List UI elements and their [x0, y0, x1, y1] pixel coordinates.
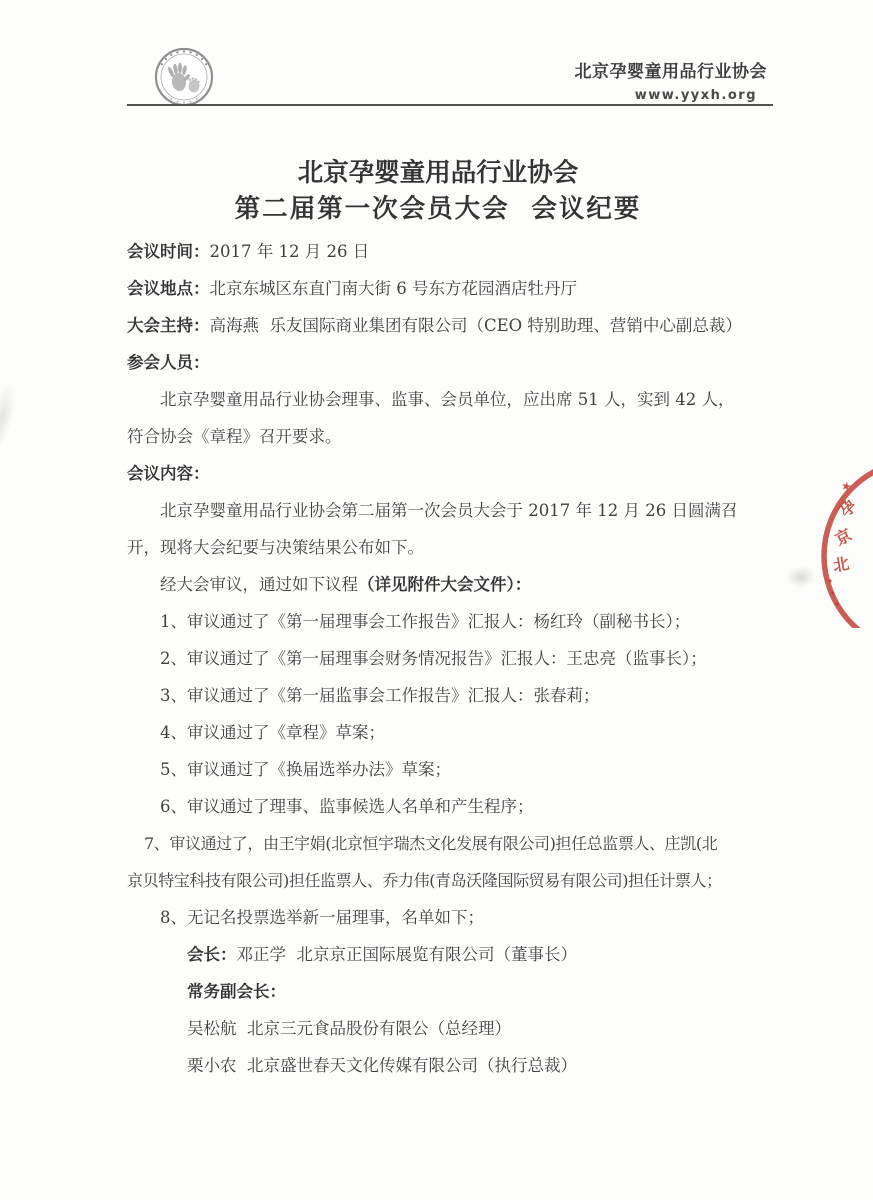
- document-title: [127, 156, 749, 227]
- line-item-1: 1、审议通过了《第一届理事会工作报告》汇报人：杨红玲（副秘书长）；: [160, 612, 691, 631]
- line-item-2: 2、审议通过了《第一届理事会财务情况报告》汇报人：王忠亮（监事长）；: [160, 649, 707, 668]
- line-intro-2: 开，现将大会纪要与决策结果公布如下。: [127, 538, 424, 557]
- stamp-char: 孕: [835, 496, 861, 521]
- association-logo-icon: [153, 46, 215, 108]
- line-evp-label: 常务副会长：: [187, 982, 286, 1001]
- title-line-2: 第二届第一次会员大会 会议纪要: [234, 193, 642, 224]
- line-item-7a: 7、审议通过了，由王宇娟(北京恒宇瑞杰文化发展有限公司)担任总监票人、庄凯(北: [144, 834, 718, 853]
- red-seal-stamp-icon: [788, 468, 873, 628]
- line-attendees-label: 参会人员：: [127, 353, 210, 372]
- line-item-4: 4、审议通过了《章程》草案；: [160, 723, 385, 742]
- stamp-char: 京: [831, 524, 855, 550]
- header-website-url: www.yyxh.org: [634, 88, 757, 103]
- header-org-name: 北京孕婴童用品行业协会: [574, 62, 767, 82]
- line-item-7b: 京贝特宝科技有限公司)担任监票人、乔力伟(青岛沃隆国际贸易有限公司)担任计票人；: [127, 871, 722, 890]
- line-content-label: 会议内容：: [127, 464, 210, 483]
- line-attendees-1: 北京孕婴童用品行业协会理事、监事、会员单位，应出席 51 人，实到 42 人，: [160, 390, 735, 409]
- line-evp-1: 吴松航 北京三元食品股份有限公（总经理）: [187, 1019, 511, 1038]
- line-item-5: 5、审议通过了《换届选举办法》草案；: [160, 760, 451, 779]
- header-divider: [127, 104, 773, 106]
- line-intro-1: 北京孕婴童用品行业协会第二届第一次会员大会于 2017 年 12 月 26 日圆满召: [160, 501, 738, 520]
- stamp-star: ★: [839, 480, 854, 494]
- line-meeting-time: 会议时间：2017 年 12 月 26 日: [127, 242, 370, 261]
- line-item-8: 8、无记名投票选举新一届理事，名单如下；: [160, 908, 484, 927]
- document-body: [127, 233, 751, 1084]
- title-line-1: 北京孕婴童用品行业协会: [297, 158, 579, 188]
- stamp-char: 北: [831, 553, 851, 576]
- line-meeting-place: 会议地点：北京东城区东直门南大街 6 号东方花园酒店牡丹厅: [127, 279, 577, 298]
- line-item-3: 3、审议通过了《第一届监事会工作报告》汇报人：张春莉；: [160, 686, 600, 705]
- line-president: 会长：邓正学 北京京正国际展览有限公司（董事长）: [187, 945, 577, 964]
- line-evp-2: 栗小农 北京盛世春天文化传媒有限公司（执行总裁）: [187, 1056, 577, 1075]
- line-item-6: 6、审议通过了理事、监事候选人名单和产生程序；: [160, 797, 534, 816]
- line-agenda-intro: 经大会审议，通过如下议程（详见附件大会文件）：: [160, 575, 532, 594]
- line-host: 大会主持：高海燕 乐友国际商业集团有限公司（CEO 特别助理、营销中心副总裁）: [127, 316, 742, 335]
- line-attendees-2: 符合协会《章程》召开要求。: [127, 427, 342, 446]
- scan-smudge: [0, 379, 22, 462]
